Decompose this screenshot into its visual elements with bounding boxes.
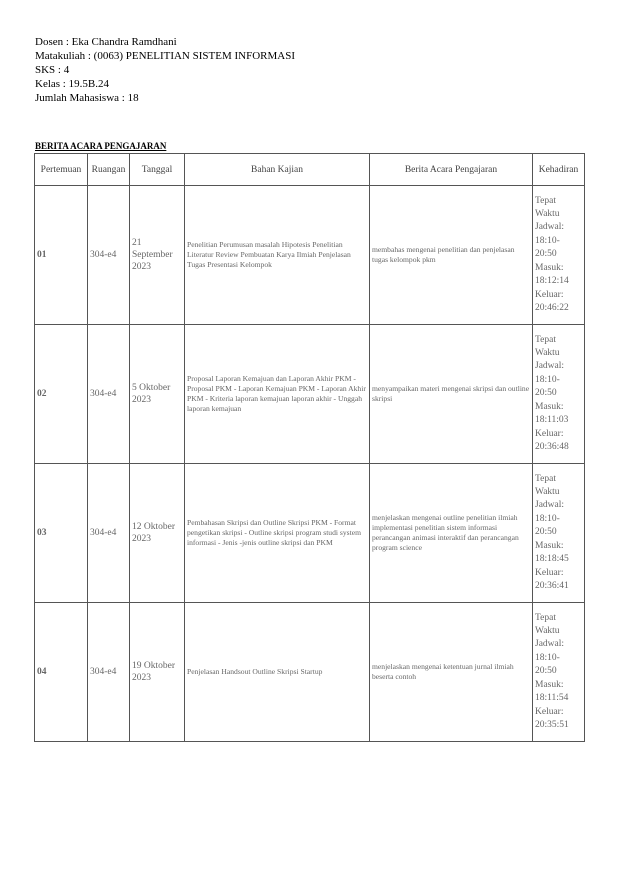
pertemuan-cell: 02 [35,325,88,464]
kehadiran-line: Keluar: [535,706,564,717]
tanggal-cell: 12 Oktober 2023 [130,464,185,603]
ruangan-cell: 304-e4 [88,186,130,325]
pertemuan-cell: 03 [35,464,88,603]
kehadiran-line: Waktu [535,626,560,637]
kehadiran-line: Tepat [535,473,556,484]
section-title: BERITA ACARA PENGAJARAN [35,141,167,151]
lecturer-line: Dosen : Eka Chandra Ramdhani [35,36,177,48]
credits-line: SKS : 4 [35,64,70,76]
kehadiran-line: Keluar: [535,428,564,439]
kehadiran-line: 18:11:03 [535,415,569,426]
course-line: Matakuliah : (0063) PENELITIAN SISTEM INFORMASI [35,50,296,62]
bahan-kajian-cell: Penelitian Perumusan masalah Hipotesis Penelitian Literatur Review Pembuatan Karya Ilmiah Penjelasan Tugas Presentasi Kelompok [185,186,370,325]
kehadiran-line: Tepat [535,612,556,623]
kehadiran-line: 20:50 [535,249,557,260]
kehadiran-line: Jadwal: [535,500,565,511]
table-header-row [35,154,585,186]
kehadiran-line: 18:10- [535,652,560,663]
student-count-line: Jumlah Mahasiswa : 18 [35,92,139,104]
kehadiran-line: 20:36:41 [535,580,569,591]
class-line: Kelas : 19.5B.24 [35,78,109,90]
berita-acara-cell: menjelaskan mengenai outline penelitian ilmiah implementasi penelitian sistem informasi perancangan animasi interaktif dan perancangan program science [370,464,533,603]
column-header-pertemuan: Pertemuan [35,154,88,186]
kehadiran-line: Tepat [535,334,556,345]
table-row [35,186,585,325]
column-header-ruangan: Ruangan [88,154,130,186]
column-header-tanggal: Tanggal [130,154,185,186]
kehadiran-line: Keluar: [535,289,564,300]
kehadiran-line: Jadwal: [535,361,565,372]
kehadiran-line: 20:35:51 [535,719,569,730]
berita-acara-cell: menjelaskan mengenai ketentuan jurnal ilmiah beserta contoh [370,603,533,742]
kehadiran-line: Masuk: [535,679,564,690]
kehadiran-line: 18:18:45 [535,554,569,565]
kehadiran-cell [533,603,585,742]
kehadiran-line: 20:50 [535,666,557,677]
kehadiran-line: 20:36:48 [535,441,569,452]
table-row [35,325,585,464]
ruangan-cell: 304-e4 [88,325,130,464]
bahan-kajian-cell: Proposal Laporan Kemajuan dan Laporan Akhir PKM - Proposal PKM - Laporan Kemajuan PKM - Laporan Akhir PKM - Kriteria laporan kemajuan laporan akhir - Unggah laporan kemajuan [185,325,370,464]
kehadiran-line: Waktu [535,487,560,498]
table-row [35,603,585,742]
kehadiran-cell [533,186,585,325]
column-header-bahan-kajian: Bahan Kajian [185,154,370,186]
kehadiran-line: Jadwal: [535,222,565,233]
bahan-kajian-cell: Penjelasan Handsout Outline Skripsi Startup [185,603,370,742]
column-header-kehadiran: Kehadiran [533,154,585,186]
tanggal-cell: 19 Oktober 2023 [130,603,185,742]
ruangan-cell: 304-e4 [88,464,130,603]
kehadiran-line: Masuk: [535,540,564,551]
kehadiran-line: 20:46:22 [535,302,569,313]
kehadiran-line: Keluar: [535,567,564,578]
tanggal-cell: 21 September 2023 [130,186,185,325]
kehadiran-line: 18:10- [535,374,560,385]
kehadiran-line: 20:50 [535,388,557,399]
kehadiran-line: 18:10- [535,235,560,246]
kehadiran-cell [533,464,585,603]
tanggal-cell: 5 Oktober 2023 [130,325,185,464]
table-row [35,464,585,603]
kehadiran-line: Tepat [535,195,556,206]
kehadiran-line: 20:50 [535,527,557,538]
column-header-berita-acara: Berita Acara Pengajaran [370,154,533,186]
pertemuan-cell: 04 [35,603,88,742]
kehadiran-cell [533,325,585,464]
kehadiran-line: Masuk: [535,262,564,273]
kehadiran-line: 18:10- [535,513,560,524]
teaching-report-table [34,153,585,742]
kehadiran-line: Masuk: [535,401,564,412]
kehadiran-line: Waktu [535,348,560,359]
kehadiran-line: 18:11:54 [535,693,569,704]
document-header [35,35,295,105]
bahan-kajian-cell: Pembahasan Skripsi dan Outline Skripsi PKM - Format pengetikan skripsi - Outline skripsi program studi system informasi - Jenis -jenis outline skripsi dan PKM [185,464,370,603]
ruangan-cell: 304-e4 [88,603,130,742]
kehadiran-line: Jadwal: [535,639,565,650]
berita-acara-cell: membahas mengenai penelitian dan penjelasan tugas kelompok pkm [370,186,533,325]
kehadiran-line: Waktu [535,209,560,220]
berita-acara-cell: menyampaikan materi mengenai skripsi dan outline skripsi [370,325,533,464]
pertemuan-cell: 01 [35,186,88,325]
kehadiran-line: 18:12:14 [535,276,569,287]
